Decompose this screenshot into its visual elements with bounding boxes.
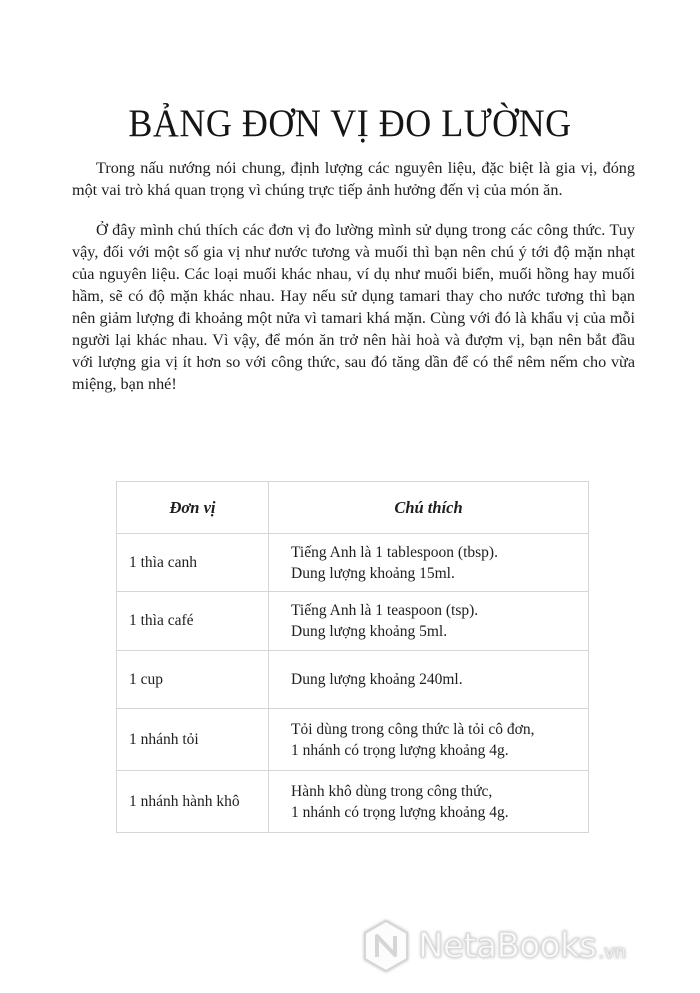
unit-cell: 1 nhánh hành khô bbox=[117, 771, 269, 833]
unit-cell: 1 cup bbox=[117, 651, 269, 709]
note-cell bbox=[269, 592, 589, 651]
table-row bbox=[117, 771, 589, 833]
unit-cell: 1 nhánh tỏi bbox=[117, 709, 269, 771]
paragraph-2: Ở đây mình chú thích các đơn vị đo lường mình sử dụng trong các công thức. Tuy vậy, đối với một số gia vị như nước tương và muối thì bạn nên chú ý tới độ mặn nhạt của nguyên liệu. Các loại muối khác nhau, ví dụ như muối biển, muối hồng hay muối hầm, sẽ có độ mặn khác nhau. Hay nếu sử dụng tamari thay cho nước tương thì bạn nên giảm lượng đi khoảng một nửa vì tamari khá mặn. Cùng với đó là khẩu vị của mỗi người lại khác nhau. Vì vậy, để món ăn trở nên hài hoà và đượm vị, bạn nên bắt đầu với lượng gia vị ít hơn so với công thức, sau đó tăng dần để có thể nêm nếm cho vừa miệng, bạn nhé! bbox=[72, 221, 635, 393]
watermark-suffix: .vn bbox=[598, 941, 627, 963]
header-unit: Đơn vị bbox=[117, 482, 269, 534]
hexagon-n-logo-icon bbox=[362, 919, 410, 973]
note-line: Hành khô dùng trong công thức, bbox=[291, 782, 493, 800]
note-line: 1 nhánh có trọng lượng khoảng 4g. bbox=[291, 741, 509, 759]
note-line: Dung lượng khoảng 240ml. bbox=[291, 671, 463, 688]
units-table bbox=[116, 481, 589, 833]
page-title: BẢNG ĐƠN VỊ ĐO LƯỜNG bbox=[128, 101, 572, 145]
note-line: 1 nhánh có trọng lượng khoảng 4g. bbox=[291, 803, 509, 821]
watermark-brand: NetaBooks bbox=[418, 926, 597, 966]
table-row bbox=[117, 709, 589, 771]
note-line: Tỏi dùng trong công thức là tỏi cô đơn, bbox=[291, 720, 535, 738]
table-row bbox=[117, 534, 589, 592]
explanation-paragraph bbox=[72, 219, 635, 395]
unit-cell: 1 thìa café bbox=[117, 592, 269, 651]
note-cell bbox=[269, 651, 589, 709]
note-cell bbox=[269, 534, 589, 592]
note-line: Tiếng Anh là 1 tablespoon (tbsp). bbox=[291, 543, 498, 561]
note-line: Tiếng Anh là 1 teaspoon (tsp). bbox=[291, 602, 479, 619]
note-cell bbox=[269, 771, 589, 833]
table-row bbox=[117, 592, 589, 651]
note-cell bbox=[269, 709, 589, 771]
table-header-row bbox=[117, 482, 589, 534]
paragraph-1: Trong nấu nướng nói chung, định lượng các nguyên liệu, đặc biệt là gia vị, đóng một vai trò khá quan trọng vì chúng trực tiếp ảnh hưởng đến vị của món ăn. bbox=[72, 159, 635, 199]
table-row bbox=[117, 651, 589, 709]
unit-cell: 1 thìa canh bbox=[117, 534, 269, 592]
note-line: Dung lượng khoảng 15ml. bbox=[291, 564, 455, 582]
header-note: Chú thích bbox=[269, 482, 589, 534]
intro-paragraph bbox=[72, 157, 635, 201]
note-line: Dung lượng khoảng 5ml. bbox=[291, 623, 448, 640]
netabooks-watermark bbox=[362, 915, 626, 977]
